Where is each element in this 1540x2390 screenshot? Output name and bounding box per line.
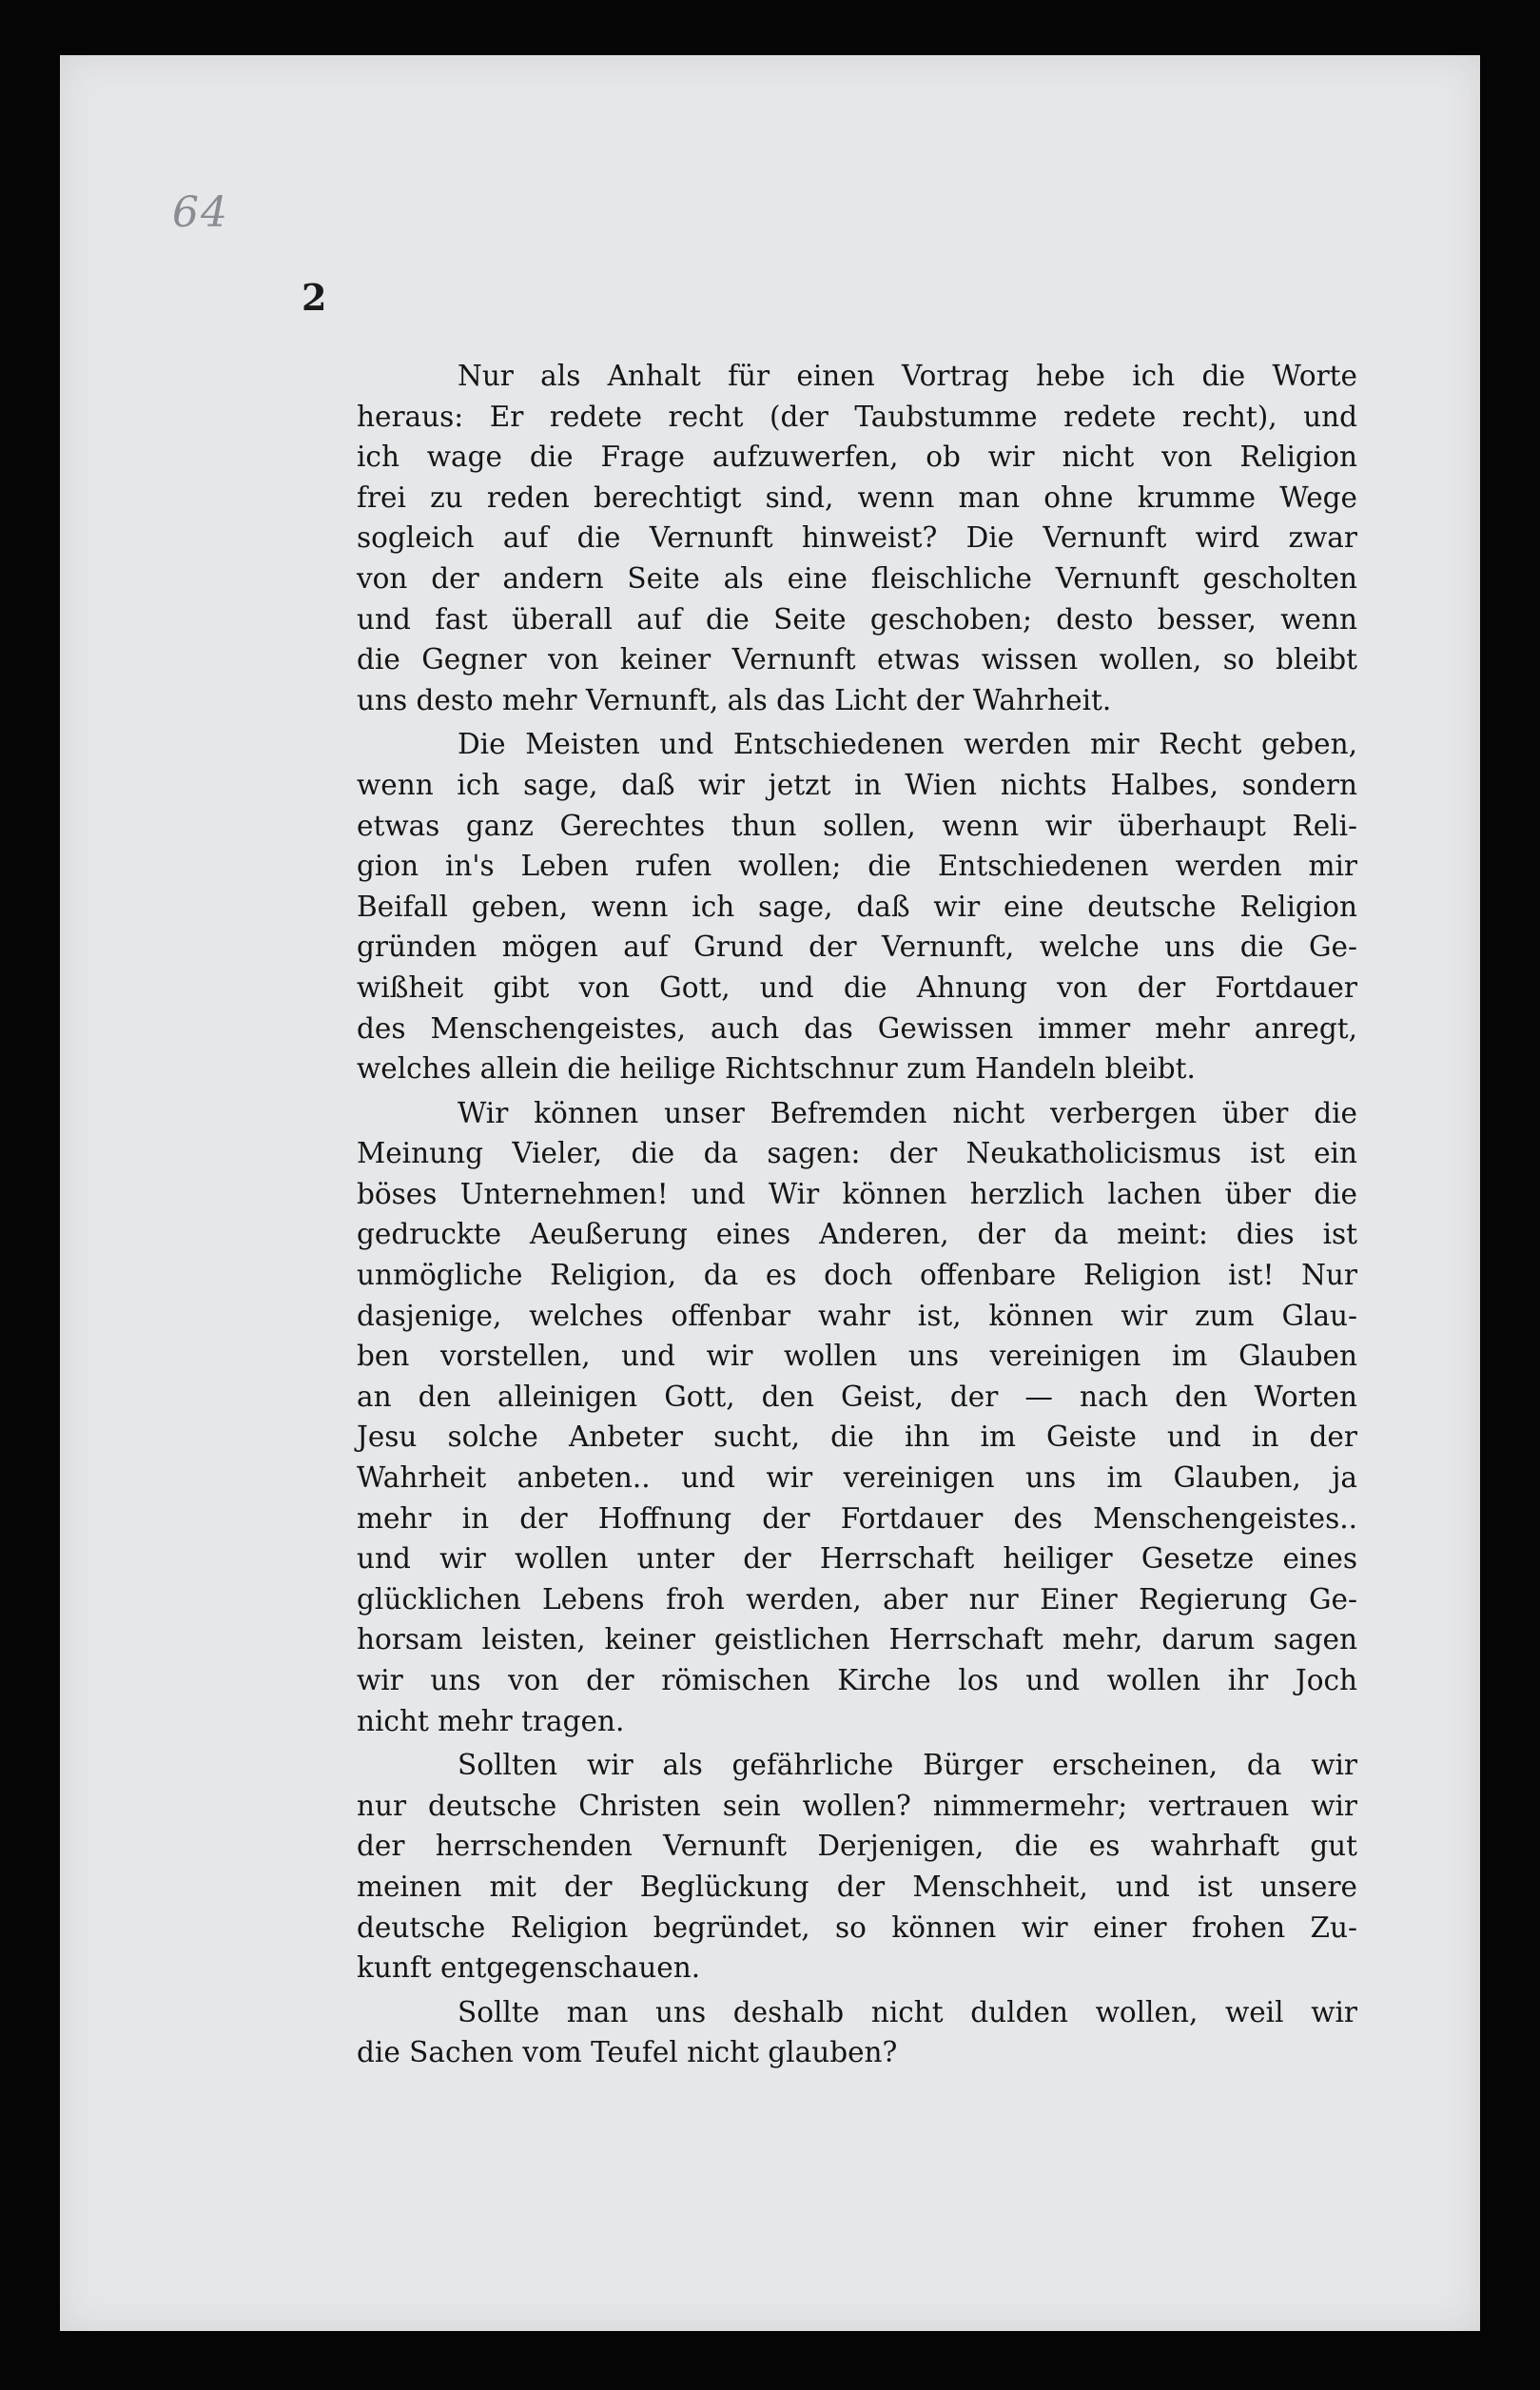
paper-sheet bbox=[60, 55, 1480, 2331]
text-line: Meinung Vieler, die da sagen: der Neukatholicismus ist ein bbox=[357, 1137, 1357, 1170]
text-line: Nur als Anhalt für einen Vortrag hebe ich die Worte bbox=[458, 360, 1357, 392]
text-line: gion in's Leben rufen wollen; die Entschiedenen werden mir bbox=[357, 850, 1357, 883]
text-line: gründen mögen auf Grund der Vernunft, welche uns die Ge- bbox=[357, 931, 1357, 964]
text-line: mehr in der Hoffnung der Fortdauer des Menschengeistes.. bbox=[357, 1501, 1357, 1535]
text-line: unmögliche Religion, da es doch offenbare Religion ist! Nur bbox=[357, 1259, 1357, 1292]
text-line: deutsche Religion begründet, so können wir einer frohen Zu- bbox=[357, 1910, 1357, 1944]
text-line: frei zu reden berechtigt sind, wenn man ohne krumme Wege bbox=[357, 480, 1357, 514]
page-number: 2 bbox=[302, 276, 327, 319]
text-line: etwas ganz Gerechtes thun sollen, wenn wir überhaupt Reli- bbox=[357, 809, 1357, 842]
text-line: gedruckte Aeußerung eines Anderen, der da meint: dies ist bbox=[357, 1218, 1357, 1251]
text-line: ich wage die Frage aufzuwerfen, ob wir nicht von Religion bbox=[357, 441, 1357, 474]
paragraph-5 bbox=[357, 1992, 1357, 2073]
text-line: wenn ich sage, daß wir jetzt in Wien nichts Halbes, sondern bbox=[357, 768, 1357, 801]
text-line: nur deutsche Christen sein wollen? nimmermehr; vertrauen wir bbox=[357, 1789, 1357, 1822]
text-line: von der andern Seite als eine fleischliche Vernunft gescholten bbox=[357, 561, 1357, 595]
text-line: welches allein die heilige Richtschnur zum Handeln bleibt. bbox=[357, 1052, 1196, 1086]
text-line: die Sachen vom Teufel nicht glauben? bbox=[357, 2036, 898, 2069]
text-line: an den alleinigen Gott, den Geist, der — nach den Worten bbox=[357, 1380, 1357, 1413]
text-line: Wir können unser Befremden nicht verbergen über die bbox=[458, 1096, 1357, 1129]
text-line: kunft entgegenschauen. bbox=[357, 1951, 701, 1985]
text-line: dasjenige, welches offenbar wahr ist, können wir zum Glau- bbox=[357, 1299, 1357, 1332]
text-line: Die Meisten und Entschiedenen werden mir Recht geben, bbox=[458, 728, 1357, 761]
text-line: nicht mehr tragen. bbox=[357, 1704, 625, 1737]
paragraph-3 bbox=[357, 1093, 1357, 1742]
text-line: der herrschenden Vernunft Derjenigen, die es wahrhaft gut bbox=[357, 1830, 1357, 1863]
text-line: Wahrheit anbeten.. und wir vereinigen uns im Glauben, ja bbox=[357, 1461, 1357, 1495]
text-line: Sollte man uns deshalb nicht dulden wollen, weil wir bbox=[458, 1995, 1357, 2028]
text-line: uns desto mehr Vernunft, als das Licht der Wahrheit. bbox=[357, 683, 1112, 716]
text-line: sogleich auf die Vernunft hinweist? Die Vernunft wird zwar bbox=[357, 521, 1357, 555]
paragraph-2 bbox=[357, 724, 1357, 1088]
body-text bbox=[357, 356, 1357, 2077]
text-line: heraus: Er redete recht (der Taubstumme redete recht), und bbox=[357, 400, 1357, 433]
text-line: wißheit gibt von Gott, und die Ahnung von der Fortdauer bbox=[357, 970, 1357, 1004]
text-line: die Gegner von keiner Vernunft etwas wissen wollen, so bleibt bbox=[357, 643, 1357, 676]
text-line: des Menschengeistes, auch das Gewissen immer mehr anregt, bbox=[357, 1011, 1357, 1045]
text-line: wir uns von der römischen Kirche los und wollen ihr Joch bbox=[357, 1664, 1357, 1696]
paragraph-4 bbox=[357, 1745, 1357, 1988]
text-line: böses Unternehmen! und Wir können herzlich lachen über die bbox=[357, 1177, 1357, 1210]
text-line: und fast überall auf die Seite geschoben; desto besser, wenn bbox=[357, 602, 1357, 636]
handwritten-folio-mark: 64 bbox=[172, 188, 229, 237]
text-line: horsam leisten, keiner geistlichen Herrschaft mehr, darum sagen bbox=[357, 1623, 1357, 1656]
text-line: glücklichen Lebens froh werden, aber nur Einer Regierung Ge- bbox=[357, 1582, 1357, 1616]
text-line: Sollten wir als gefährliche Bürger erscheinen, da wir bbox=[458, 1749, 1357, 1782]
text-line: und wir wollen unter der Herrschaft heiliger Gesetze eines bbox=[357, 1542, 1357, 1576]
paragraph-1 bbox=[357, 356, 1357, 720]
text-line: ben vorstellen, und wir wollen uns vereinigen im Glauben bbox=[357, 1340, 1357, 1373]
text-line: meinen mit der Beglückung der Menschheit, und ist unsere bbox=[357, 1870, 1357, 1903]
text-line: Beifall geben, wenn ich sage, daß wir eine deutsche Religion bbox=[357, 890, 1357, 923]
text-line: Jesu solche Anbeter sucht, die ihn im Geiste und in der bbox=[357, 1420, 1357, 1454]
